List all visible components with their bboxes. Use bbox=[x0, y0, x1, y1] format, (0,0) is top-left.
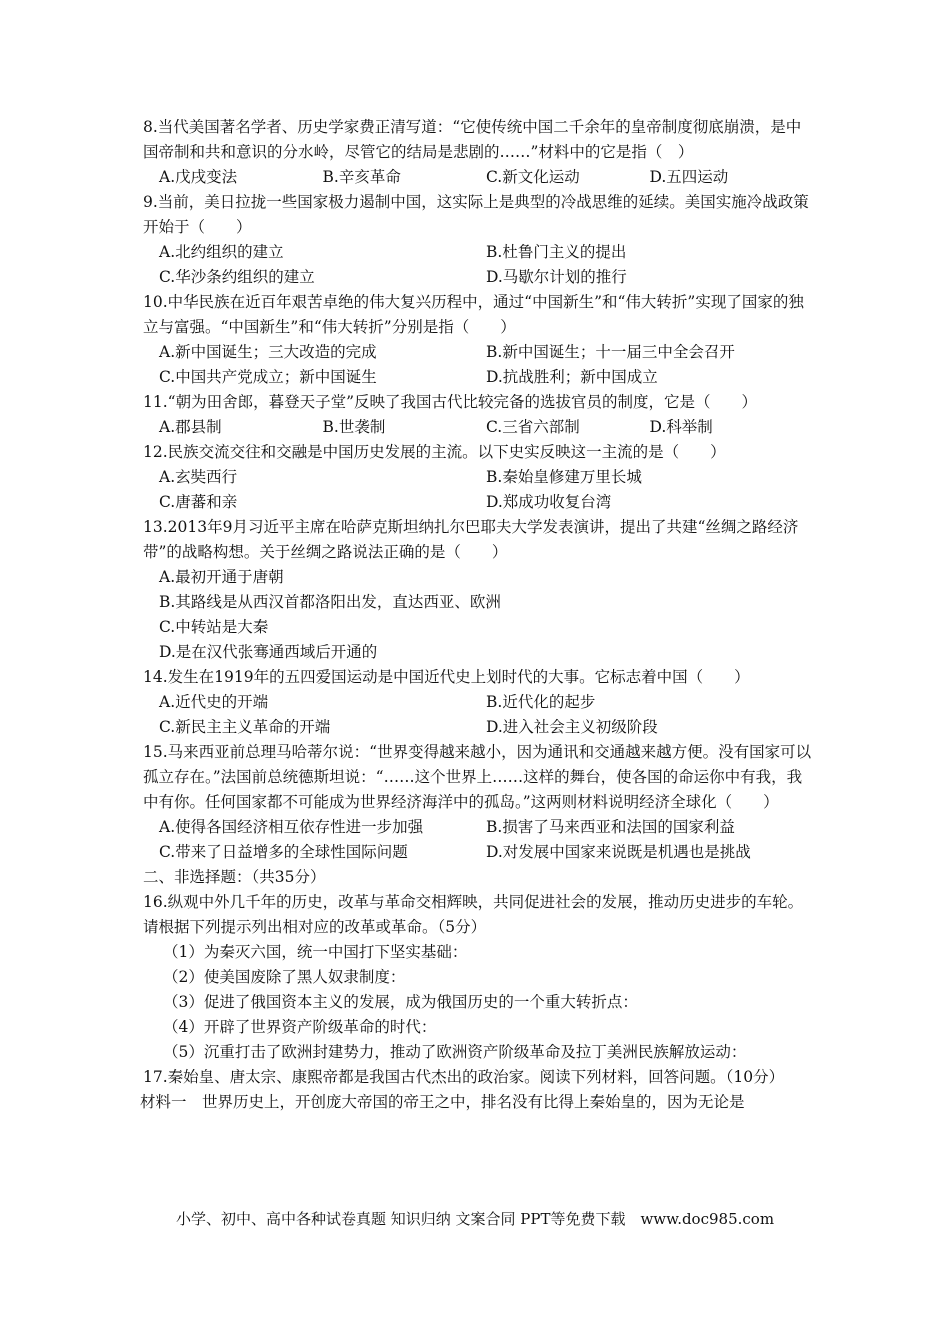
sub-item: （2）使美国废除了黑人奴隶制度： bbox=[163, 968, 406, 986]
option-c: C.中国共产党成立；新中国诞生 bbox=[159, 368, 377, 386]
option-a: A.戊戌变法 bbox=[159, 168, 238, 186]
section-heading: 二、非选择题：（共35分） bbox=[143, 868, 326, 886]
question-options bbox=[143, 165, 813, 190]
question-stem: 17.秦始皇、唐太宗、康熙帝都是我国古代杰出的政治家。阅读下列材料，回答问题。（10分） bbox=[143, 1068, 785, 1086]
option-b: B.新中国诞生；十一届三中全会召开 bbox=[486, 343, 735, 361]
option-b: B.近代化的起步 bbox=[486, 693, 596, 711]
question-stem: 13.2013年9月习近平主席在哈萨克斯坦纳扎尔巴耶夫大学发表演讲，提出了共建“丝绸之路经济带”的战略构想。关于丝绸之路说法正确的是（ ） bbox=[143, 518, 799, 561]
option-d: D.抗战胜利；新中国成立 bbox=[486, 368, 658, 386]
sub-item: （1）为秦灭六国，统一中国打下坚实基础： bbox=[163, 943, 468, 961]
question-stem: 12.民族交流交往和交融是中国历史发展的主流。以下史实反映这一主流的是（ ） bbox=[143, 443, 726, 461]
sub-item: （3）促进了俄国资本主义的发展，成为俄国历史的一个重大转折点： bbox=[163, 993, 638, 1011]
option-b: B.秦始皇修建万里长城 bbox=[486, 468, 642, 486]
option-d: D.是在汉代张骞通西域后开通的 bbox=[159, 643, 378, 661]
option-c: C.新民主主义革命的开端 bbox=[159, 718, 331, 736]
option-c: C.华沙条约组织的建立 bbox=[159, 268, 315, 286]
option-a: A.玄奘西行 bbox=[159, 468, 238, 486]
option-c: C.唐蕃和亲 bbox=[159, 493, 238, 511]
question-options bbox=[143, 340, 813, 390]
question-16 bbox=[143, 890, 813, 1065]
option-c: C.带来了日益增多的全球性国际问题 bbox=[159, 843, 408, 861]
question-options bbox=[143, 815, 813, 865]
sub-item: （5）沉重打击了欧洲封建势力，推动了欧洲资产阶级革命及拉丁美洲民族解放运动： bbox=[163, 1043, 747, 1061]
sub-item: （4）开辟了世界资产阶级革命的时代： bbox=[163, 1018, 437, 1036]
option-b: B.损害了马来西亚和法国的国家利益 bbox=[486, 818, 735, 836]
option-d: D.科举制 bbox=[649, 418, 713, 436]
option-d: D.对发展中国家来说既是机遇也是挑战 bbox=[486, 843, 751, 861]
question-stem: 11.“朝为田舍郎，暮登天子堂”反映了我国古代比较完备的选拔官员的制度，它是（ ） bbox=[143, 393, 758, 411]
question-8 bbox=[143, 115, 813, 190]
option-a: A.使得各国经济相互依存性进一步加强 bbox=[159, 818, 424, 836]
option-a: A.郡县制 bbox=[159, 418, 222, 436]
option-c: C.中转站是大秦 bbox=[159, 618, 269, 636]
option-b: B.辛亥革命 bbox=[322, 168, 401, 186]
question-options bbox=[143, 465, 813, 515]
option-a: A.近代史的开端 bbox=[159, 693, 269, 711]
question-14 bbox=[143, 665, 813, 740]
question-stem: 14.发生在1919年的五四爱国运动是中国近代史上划时代的大事。它标志着中国（ ） bbox=[143, 668, 750, 686]
question-stem: 8.当代美国著名学者、历史学家费正清写道：“它使传统中国二千余年的皇帝制度彻底崩溃，是中国帝制和共和意识的分水岭，尽管它的结局是悲剧的……”材料中的它是指（ ） bbox=[143, 118, 802, 161]
question-stem: 9.当前，美日拉拢一些国家极力遏制中国，这实际上是典型的冷战思维的延续。美国实施冷战政策开始于（ ） bbox=[143, 193, 809, 236]
question-stem: 15.马来西亚前总理马哈蒂尔说：“世界变得越来越小，因为通讯和交通越来越方便。没有国家可以孤立存在。”法国前总统德斯坦说：“……这个世界上……这样的舞台，使各国的命运你中有我，我中有你。任何国家都不可能成为世界经济海洋中的孤岛。”这两则材料说明经济全球化（ ） bbox=[143, 743, 812, 811]
question-15 bbox=[143, 740, 813, 865]
option-d: D.五四运动 bbox=[649, 168, 729, 186]
option-d: D.马歇尔计划的推行 bbox=[486, 268, 627, 286]
question-stem: 16.纵观中外几千年的历史，改革与革命交相辉映，共同促进社会的发展，推动历史进步的车轮。请根据下列提示列出相对应的改革或革命。（5分） bbox=[143, 893, 804, 936]
exam-content bbox=[140, 115, 813, 1115]
option-d: D.进入社会主义初级阶段 bbox=[486, 718, 658, 736]
option-a: A.最初开通于唐朝 bbox=[159, 568, 284, 586]
page-footer: 小学、初中、高中各种试卷真题 知识归纳 文案合同 PPT等免费下载 www.doc985.com bbox=[175, 1210, 775, 1228]
question-options bbox=[143, 690, 813, 740]
question-9 bbox=[143, 190, 813, 290]
material-text: 材料一 世界历史上，开创庞大帝国的帝王之中，排名没有比得上秦始皇的，因为无论是 bbox=[140, 1093, 745, 1111]
question-options bbox=[143, 240, 813, 290]
option-b: B.杜鲁门主义的提出 bbox=[486, 243, 627, 261]
option-d: D.郑成功收复台湾 bbox=[486, 493, 612, 511]
option-b: B.其路线是从西汉首都洛阳出发，直达西亚、欧洲 bbox=[159, 593, 501, 611]
question-13 bbox=[143, 515, 813, 665]
question-10 bbox=[143, 290, 813, 390]
question-17 bbox=[140, 1065, 813, 1115]
question-12 bbox=[143, 440, 813, 515]
option-c: C.新文化运动 bbox=[486, 168, 580, 186]
option-b: B.世袭制 bbox=[322, 418, 386, 436]
question-11 bbox=[143, 390, 813, 440]
option-a: A.北约组织的建立 bbox=[159, 243, 284, 261]
option-a: A.新中国诞生；三大改造的完成 bbox=[159, 343, 377, 361]
question-options bbox=[143, 565, 813, 665]
question-stem: 10.中华民族在近百年艰苦卓绝的伟大复兴历程中，通过“中国新生”和“伟大转折”实现了国家的独立与富强。“中国新生”和“伟大转折”分别是指（ ） bbox=[143, 293, 804, 336]
option-c: C.三省六部制 bbox=[486, 418, 580, 436]
question-options bbox=[143, 415, 813, 440]
